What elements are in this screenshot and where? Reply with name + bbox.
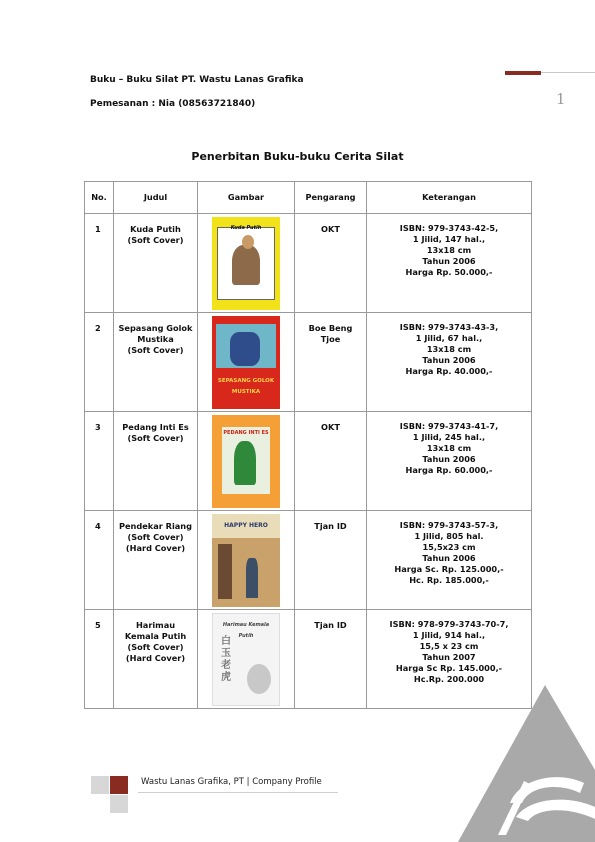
author-line: Tjan ID [314,620,347,630]
cover-title: Kuda Putih [230,225,262,231]
detail-line: 1 Jilid, 914 hal., [412,630,486,640]
book-author [295,511,367,610]
book-cover-image [212,415,280,508]
author-line: Tjoe [320,334,341,344]
book-title-line: Pendekar Riang [119,521,192,531]
col-judul: Judul [114,182,198,214]
cover-swordsman-figure [234,441,256,485]
book-cover-cell [198,313,295,412]
table-header-row [85,182,532,214]
cover-warrior-figure [230,332,260,366]
detail-line: Harga Rp. 60.000,- [405,465,493,475]
detail-line: Harga Rp. 40.000,- [405,366,493,376]
detail-line: Hc.Rp. 200.000 [413,674,485,684]
col-pengarang: Pengarang [295,182,367,214]
book-title-line: Kemala Putih [124,631,187,641]
row-number: 2 [85,313,114,412]
book-table [84,181,532,709]
book-title-line: (Soft Cover) [127,642,184,652]
book-title [114,511,198,610]
book-cover-cell [198,214,295,313]
book-title [114,214,198,313]
header-contact: Pemesanan : Nia (08563721840) [90,99,256,109]
detail-line: 15,5 x 23 cm [419,641,479,651]
book-title-line: Sepasang Golok [118,323,193,333]
cover-tiger-figure [247,664,271,694]
table-row [85,313,532,412]
author-line: Boe Beng [308,323,353,333]
book-title [114,313,198,412]
book-details [367,313,532,412]
col-gambar: Gambar [198,182,295,214]
footer-square-red [110,776,128,794]
footer-square-grey [91,776,109,794]
author-line: OKT [321,224,340,234]
detail-line: 1 Jilid, 805 hal. [414,531,484,541]
detail-line: 13x18 cm [426,245,472,255]
book-cover-cell [198,511,295,610]
detail-line: Tahun 2006 [422,355,476,365]
company-logo-icon [458,685,595,842]
book-title [114,412,198,511]
cover-calligraphy: 白 玉 老 虎 [221,636,231,683]
page-title: Penerbitan Buku-buku Cerita Silat [191,150,404,163]
author-line: Tjan ID [314,521,347,531]
detail-line: 1 Jilid, 245 hal., [412,432,486,442]
detail-line: 13x18 cm [426,443,472,453]
detail-line: 15,5x23 cm [422,542,476,552]
header-title: Buku – Buku Silat PT. Wastu Lanas Grafika [90,75,304,85]
table-row [85,511,532,610]
book-details [367,214,532,313]
book-cover-image [212,316,280,409]
detail-line: Tahun 2006 [422,553,476,563]
book-title-line: (Soft Cover) [127,532,184,542]
book-author [295,214,367,313]
row-number: 5 [85,610,114,709]
book-title-line: Pedang Inti Es [122,422,189,432]
col-keterangan: Keterangan [367,182,532,214]
detail-line: ISBN: 979-3743-57-3, [399,520,499,530]
book-title-line: Kuda Putih [130,224,181,234]
header-accent-bar [505,71,541,75]
col-no: No. [85,182,114,214]
detail-line: 1 Jilid, 67 hal., [415,333,483,343]
footer-text: Wastu Lanas Grafika, PT | Company Profile [141,777,322,787]
cover-title: Harimau Kemala Putih [222,622,270,639]
book-details [367,412,532,511]
footer-rule [138,792,338,793]
book-cover-cell [198,412,295,511]
book-title-line: (Soft Cover) [127,235,184,245]
detail-line: ISBN: 979-3743-43-3, [399,322,499,332]
book-author [295,412,367,511]
detail-line: ISBN: 978-979-3743-70-7, [389,619,509,629]
cover-horse-figure [232,245,260,285]
book-title-line: (Hard Cover) [125,543,186,553]
cover-hero-figure [246,558,258,598]
detail-line: Tahun 2006 [422,256,476,266]
book-author [295,610,367,709]
detail-line: Harga Sc Rp. 145.000,- [395,663,503,673]
book-cover-image [212,217,280,310]
cover-title: SEPASANG GOLOK MUSTIKA [217,378,275,395]
book-cover-image [212,514,280,607]
book-title-line: Mustika [137,334,174,344]
book-title [114,610,198,709]
row-number: 4 [85,511,114,610]
book-cover-cell [198,610,295,709]
row-number: 3 [85,412,114,511]
page-number: 1 [556,90,566,108]
author-line: OKT [321,422,340,432]
detail-line: ISBN: 979-3743-41-7, [399,421,499,431]
book-cover-image [212,613,280,706]
book-title-line: (Soft Cover) [127,345,184,355]
book-details [367,511,532,610]
detail-line: Harga Sc. Rp. 125.000,- [394,564,504,574]
cover-title: PEDANG INTI ES [223,430,269,436]
detail-line: ISBN: 979-3743-42-5, [399,223,499,233]
footer-square-grey [110,795,128,813]
detail-line: 1 Jilid, 147 hal., [412,234,486,244]
cover-title: HAPPY HERO [224,522,268,529]
book-title-line: Harimau [135,620,176,630]
detail-line: Hc. Rp. 185.000,- [409,575,489,585]
cover-building-figure [218,544,232,599]
table-row [85,214,532,313]
cover-rider-figure [242,235,254,249]
table-row [85,412,532,511]
book-author [295,313,367,412]
detail-line: 13x18 cm [426,344,472,354]
header-rule [541,72,595,73]
book-title-line: (Hard Cover) [125,653,186,663]
row-number: 1 [85,214,114,313]
detail-line: Tahun 2006 [422,454,476,464]
detail-line: Tahun 2007 [422,652,476,662]
detail-line: Harga Rp. 50.000,- [405,267,493,277]
book-title-line: (Soft Cover) [127,433,184,443]
